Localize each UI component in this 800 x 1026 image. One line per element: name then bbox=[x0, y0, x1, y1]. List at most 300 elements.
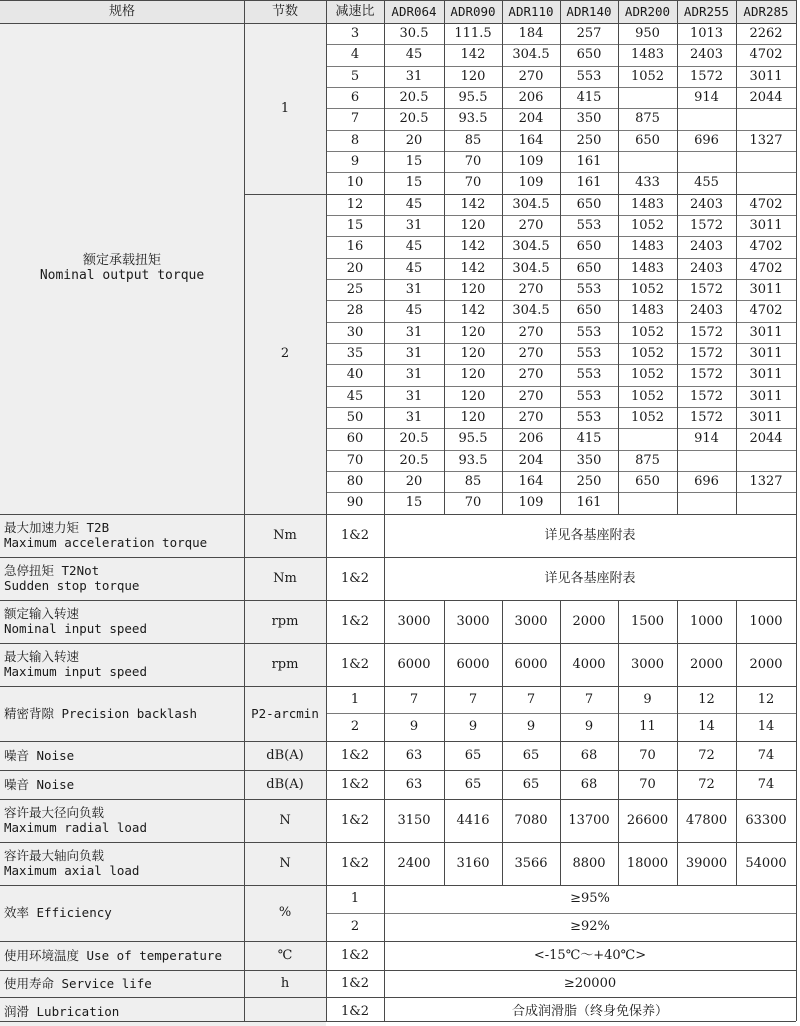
table-cell: 250 bbox=[576, 132, 602, 148]
table-cell: 304.5 bbox=[512, 239, 550, 255]
column-rule bbox=[618, 713, 619, 741]
table-cell: 3011 bbox=[749, 346, 783, 362]
ratio-cell: 90 bbox=[346, 495, 364, 511]
span-cell: 详见各基座附表 bbox=[544, 527, 636, 543]
ratio-cell: 3 bbox=[350, 26, 360, 42]
table-cell bbox=[677, 450, 736, 471]
header-stage: 节数 bbox=[244, 0, 326, 23]
row-rule bbox=[326, 492, 796, 493]
column-rule bbox=[560, 799, 561, 842]
table-cell: 650 bbox=[576, 196, 602, 212]
column-rule bbox=[444, 643, 445, 686]
table-cell: 1572 bbox=[689, 218, 724, 234]
column-rule bbox=[384, 0, 385, 1021]
stage-cell: 1&2 bbox=[340, 613, 370, 629]
table-cell: 45 bbox=[405, 47, 423, 63]
table-cell: 2403 bbox=[689, 196, 724, 212]
table-cell: 65 bbox=[522, 747, 540, 763]
table-cell: 4416 bbox=[456, 812, 490, 828]
table-cell: 4000 bbox=[572, 656, 606, 672]
table-cell: 31 bbox=[405, 346, 423, 362]
spec-label: 噪音 Noise bbox=[0, 770, 244, 799]
spec-label: 使用环境温度 Use of temperature bbox=[0, 941, 244, 970]
row-rule bbox=[0, 941, 796, 942]
table-cell: 1000 bbox=[689, 613, 724, 629]
column-rule bbox=[736, 842, 737, 885]
table-cell: 95.5 bbox=[458, 90, 488, 106]
column-rule bbox=[444, 842, 445, 885]
table-cell: 696 bbox=[694, 474, 719, 490]
table-cell: 1500 bbox=[630, 613, 665, 629]
table-cell: 270 bbox=[518, 218, 544, 234]
row-rule bbox=[326, 87, 796, 88]
unit-cell: rpm bbox=[244, 643, 326, 686]
stage-cell: 2 bbox=[350, 719, 360, 735]
table-cell: 15 bbox=[405, 175, 423, 191]
column-rule bbox=[560, 713, 561, 741]
table-cell: 39000 bbox=[685, 855, 728, 871]
header-model: ADR140 bbox=[560, 0, 618, 23]
row-rule bbox=[326, 713, 796, 714]
unit-cell: N bbox=[244, 799, 326, 842]
column-rule bbox=[444, 770, 445, 799]
header-ratio: 减速比 bbox=[326, 0, 384, 23]
table-cell: 31 bbox=[405, 388, 423, 404]
table-cell: 2403 bbox=[689, 260, 724, 276]
table-cell: 3000 bbox=[456, 613, 490, 629]
table-cell: 3011 bbox=[749, 218, 783, 234]
table-cell: 2044 bbox=[749, 431, 783, 447]
table-cell: 31 bbox=[405, 218, 423, 234]
table-cell: 1483 bbox=[630, 196, 665, 212]
table-cell: 3011 bbox=[749, 68, 783, 84]
stage-2-label: 2 bbox=[244, 194, 326, 514]
table-cell: 3011 bbox=[749, 367, 783, 383]
table-cell: 3011 bbox=[749, 410, 783, 426]
torque-label-line: 额定承载扭矩 bbox=[82, 253, 161, 269]
table-cell: 20.5 bbox=[399, 90, 429, 106]
spec-label bbox=[0, 842, 244, 885]
stage-cell: 1&2 bbox=[340, 776, 370, 792]
row-rule bbox=[326, 300, 796, 301]
table-cell: 68 bbox=[580, 776, 598, 792]
spec-label-line: Maximum axial load bbox=[4, 863, 140, 879]
spec-label-line: 最大加速力矩 T2B bbox=[4, 520, 110, 536]
table-cell bbox=[618, 87, 677, 108]
row-rule bbox=[0, 970, 796, 971]
header-model: ADR090 bbox=[444, 0, 502, 23]
column-rule bbox=[677, 799, 678, 842]
table-cell: 3011 bbox=[749, 324, 783, 340]
column-rule bbox=[560, 770, 561, 799]
unit-cell: P2-arcmin bbox=[244, 686, 326, 741]
table-cell bbox=[736, 172, 796, 193]
table-cell: 142 bbox=[460, 239, 486, 255]
table-cell: 85 bbox=[464, 474, 482, 490]
table-cell: 4702 bbox=[749, 260, 783, 276]
ratio-cell: 12 bbox=[346, 196, 364, 212]
ratio-cell: 80 bbox=[346, 474, 364, 490]
row-rule bbox=[0, 885, 796, 886]
ratio-cell: 45 bbox=[346, 388, 364, 404]
table-cell: 45 bbox=[405, 239, 423, 255]
table-cell bbox=[736, 492, 796, 513]
table-cell: 31 bbox=[405, 410, 423, 426]
table-cell: 1483 bbox=[630, 239, 665, 255]
table-cell: 553 bbox=[576, 410, 602, 426]
table-cell bbox=[618, 492, 677, 513]
row-rule bbox=[326, 407, 796, 408]
spec-label: 润滑 Lubrication bbox=[0, 997, 244, 1026]
table-cell: 650 bbox=[576, 303, 602, 319]
table-cell: 161 bbox=[576, 175, 602, 191]
unit-cell: dB(A) bbox=[244, 770, 326, 799]
table-cell: 1572 bbox=[689, 388, 724, 404]
column-rule bbox=[677, 0, 678, 514]
span-cell: ≥95% bbox=[570, 891, 610, 907]
column-rule bbox=[677, 741, 678, 770]
ratio-cell: 9 bbox=[350, 154, 360, 170]
table-cell: 20.5 bbox=[399, 111, 429, 127]
table-cell: 120 bbox=[460, 282, 486, 298]
table-cell: 1052 bbox=[630, 218, 665, 234]
table-cell: 553 bbox=[576, 324, 602, 340]
table-cell: 696 bbox=[694, 132, 719, 148]
ratio-cell: 6 bbox=[350, 90, 360, 106]
table-cell: 2000 bbox=[572, 613, 606, 629]
spec-label-line: Sudden stop torque bbox=[4, 578, 140, 594]
column-rule bbox=[560, 643, 561, 686]
table-cell: 93.5 bbox=[458, 111, 488, 127]
table-cell bbox=[677, 151, 736, 172]
table-cell: 161 bbox=[576, 154, 602, 170]
table-cell bbox=[736, 450, 796, 471]
table-cell: 4702 bbox=[749, 239, 783, 255]
ratio-cell: 60 bbox=[346, 431, 364, 447]
spec-label bbox=[0, 557, 244, 600]
table-cell: 3000 bbox=[630, 656, 665, 672]
table-cell: 74 bbox=[757, 747, 775, 763]
unit-cell: Nm bbox=[244, 557, 326, 600]
table-cell: 1052 bbox=[630, 410, 665, 426]
table-cell: 3150 bbox=[397, 812, 431, 828]
unit-cell: dB(A) bbox=[244, 741, 326, 770]
table-cell: 270 bbox=[518, 388, 544, 404]
table-cell: 70 bbox=[464, 175, 482, 191]
table-cell: 14 bbox=[698, 719, 715, 735]
table-cell: 12 bbox=[757, 691, 775, 707]
table-cell: 164 bbox=[518, 132, 544, 148]
table-cell: 109 bbox=[518, 495, 544, 511]
column-rule bbox=[502, 643, 503, 686]
column-rule bbox=[736, 643, 737, 686]
spec-label bbox=[0, 799, 244, 842]
table-cell: 950 bbox=[635, 26, 660, 42]
stage-cell: 1 bbox=[350, 891, 360, 907]
header-model: ADR285 bbox=[736, 0, 796, 23]
table-cell: 142 bbox=[460, 47, 486, 63]
table-cell: 304.5 bbox=[512, 196, 550, 212]
row-rule bbox=[326, 364, 796, 365]
table-cell: 270 bbox=[518, 346, 544, 362]
column-rule bbox=[326, 0, 327, 1021]
table-cell: 70 bbox=[639, 776, 656, 792]
torque-label-line: Nominal output torque bbox=[39, 268, 205, 284]
header-model: ADR200 bbox=[618, 0, 677, 23]
table-cell: 47800 bbox=[685, 812, 728, 828]
table-cell bbox=[736, 108, 796, 129]
row-rule bbox=[326, 258, 796, 259]
unit-cell: ℃ bbox=[244, 941, 326, 970]
column-rule bbox=[444, 600, 445, 643]
spec-label-line: 容许最大轴向负载 bbox=[4, 848, 105, 864]
ratio-cell: 40 bbox=[346, 367, 364, 383]
table-cell: 2000 bbox=[689, 656, 724, 672]
row-rule bbox=[326, 172, 796, 173]
table-cell: 14 bbox=[757, 719, 775, 735]
spec-label-line: Maximum radial load bbox=[4, 820, 147, 836]
column-rule bbox=[502, 842, 503, 885]
table-cell: 142 bbox=[460, 303, 486, 319]
table-cell bbox=[618, 428, 677, 449]
table-cell: 650 bbox=[635, 132, 660, 148]
column-rule bbox=[677, 770, 678, 799]
span-cell: 合成润滑脂（终身免保养） bbox=[511, 1003, 668, 1019]
spec-label-line: 额定输入转速 bbox=[4, 606, 80, 622]
stage-cell: 1&2 bbox=[340, 975, 370, 991]
table-cell: 6000 bbox=[397, 656, 431, 672]
column-rule bbox=[502, 0, 503, 514]
table-cell: 184 bbox=[518, 26, 544, 42]
table-cell: 1572 bbox=[689, 346, 724, 362]
stage-cell: 1&2 bbox=[340, 947, 370, 963]
row-rule bbox=[326, 428, 796, 429]
table-cell: 20.5 bbox=[399, 452, 429, 468]
column-rule bbox=[502, 713, 503, 741]
span-cell: <-15℃～+40℃> bbox=[533, 947, 647, 963]
column-rule bbox=[444, 0, 445, 514]
spec-label-line: 最大输入转速 bbox=[4, 649, 80, 665]
table-cell: 7 bbox=[526, 691, 536, 707]
spec-label-line: Maximum input speed bbox=[4, 664, 147, 680]
table-cell: 415 bbox=[576, 431, 602, 447]
table-cell: 1052 bbox=[630, 388, 665, 404]
table-cell: 31 bbox=[405, 68, 423, 84]
spec-label: 精密背隙 Precision backlash bbox=[0, 686, 244, 741]
torque-label bbox=[0, 23, 244, 514]
table-cell: 2403 bbox=[689, 239, 724, 255]
span-cell: ≥20000 bbox=[563, 975, 617, 991]
table-cell: 1572 bbox=[689, 324, 724, 340]
table-cell: 120 bbox=[460, 388, 486, 404]
table-cell: 1052 bbox=[630, 324, 665, 340]
table-cell: 1327 bbox=[749, 474, 783, 490]
table-cell: 45 bbox=[405, 303, 423, 319]
stage-cell: 1&2 bbox=[340, 656, 370, 672]
column-rule bbox=[618, 686, 619, 714]
table-cell: 270 bbox=[518, 68, 544, 84]
header-model: ADR255 bbox=[677, 0, 736, 23]
table-cell: 63 bbox=[405, 747, 423, 763]
column-rule bbox=[736, 770, 737, 799]
table-cell: 2403 bbox=[689, 47, 724, 63]
table-cell: 553 bbox=[576, 367, 602, 383]
table-cell: 2000 bbox=[749, 656, 783, 672]
table-cell: 13700 bbox=[568, 812, 610, 828]
unit-cell: % bbox=[244, 885, 326, 941]
column-rule bbox=[502, 600, 503, 643]
table-cell: 30.5 bbox=[399, 26, 429, 42]
table-cell: 1013 bbox=[689, 26, 724, 42]
table-cell: 2262 bbox=[749, 26, 783, 42]
table-cell: 875 bbox=[635, 452, 660, 468]
table-cell: 6000 bbox=[456, 656, 490, 672]
table-cell: 2403 bbox=[689, 303, 724, 319]
table-cell: 553 bbox=[576, 218, 602, 234]
table-cell: 455 bbox=[694, 175, 719, 191]
table-cell: 161 bbox=[576, 495, 602, 511]
stage-cell: 1&2 bbox=[340, 1003, 370, 1019]
table-cell: 914 bbox=[694, 431, 719, 447]
table-cell: 206 bbox=[518, 431, 544, 447]
table-cell: 553 bbox=[576, 68, 602, 84]
stage-cell: 1&2 bbox=[340, 570, 370, 586]
table-cell: 206 bbox=[518, 90, 544, 106]
table-cell: 3000 bbox=[397, 613, 431, 629]
table-cell: 111.5 bbox=[454, 26, 492, 42]
table-cell: 20.5 bbox=[399, 431, 429, 447]
table-cell: 250 bbox=[576, 474, 602, 490]
spec-label bbox=[0, 600, 244, 643]
stage-cell: 1&2 bbox=[340, 812, 370, 828]
column-rule bbox=[618, 600, 619, 643]
table-cell: 350 bbox=[576, 452, 602, 468]
unit-cell: h bbox=[244, 970, 326, 997]
table-cell: 65 bbox=[464, 747, 482, 763]
column-rule bbox=[736, 600, 737, 643]
table-cell: 65 bbox=[522, 776, 540, 792]
row-rule bbox=[326, 108, 796, 109]
spec-label bbox=[0, 514, 244, 557]
column-rule bbox=[677, 600, 678, 643]
unit-cell: Nm bbox=[244, 514, 326, 557]
table-cell: 9 bbox=[643, 691, 652, 707]
table-cell: 4702 bbox=[749, 196, 783, 212]
table-cell: 1000 bbox=[749, 613, 783, 629]
table-cell: 3011 bbox=[749, 388, 783, 404]
table-cell: 1572 bbox=[689, 367, 724, 383]
table-cell: 257 bbox=[576, 26, 602, 42]
table-cell: 1052 bbox=[630, 346, 665, 362]
ratio-cell: 35 bbox=[346, 346, 364, 362]
column-rule bbox=[244, 0, 245, 1021]
table-cell: 26600 bbox=[626, 812, 669, 828]
table-cell: 1572 bbox=[689, 410, 724, 426]
table-cell: 304.5 bbox=[512, 303, 550, 319]
table-cell: 3000 bbox=[514, 613, 548, 629]
column-rule bbox=[444, 686, 445, 714]
column-rule bbox=[736, 686, 737, 714]
table-cell: 120 bbox=[460, 367, 486, 383]
table-cell: 270 bbox=[518, 410, 544, 426]
span-cell: 详见各基座附表 bbox=[544, 570, 636, 586]
column-rule bbox=[444, 799, 445, 842]
span-cell: ≥92% bbox=[570, 919, 610, 935]
table-cell: 120 bbox=[460, 324, 486, 340]
table-cell: 11 bbox=[639, 719, 656, 735]
spec-label-line: Maximum acceleration torque bbox=[4, 535, 208, 551]
header-spec: 规格 bbox=[0, 0, 244, 23]
stage-cell: 1&2 bbox=[340, 855, 370, 871]
table-cell: 31 bbox=[405, 324, 423, 340]
table-cell: 1572 bbox=[689, 282, 724, 298]
header-model: ADR064 bbox=[384, 0, 444, 23]
table-cell: 350 bbox=[576, 111, 602, 127]
column-rule bbox=[560, 0, 561, 514]
table-cell: 109 bbox=[518, 154, 544, 170]
table-cell: 3011 bbox=[749, 282, 783, 298]
ratio-cell: 4 bbox=[350, 47, 360, 63]
table-cell: 1052 bbox=[630, 282, 665, 298]
table-cell: 45 bbox=[405, 260, 423, 276]
column-rule bbox=[502, 799, 503, 842]
table-cell: 304.5 bbox=[512, 47, 550, 63]
table-cell: 20 bbox=[405, 474, 423, 490]
table-cell: 304.5 bbox=[512, 260, 550, 276]
table-cell bbox=[618, 151, 677, 172]
table-cell: 31 bbox=[405, 282, 423, 298]
stage-cell: 2 bbox=[350, 919, 360, 935]
table-cell: 109 bbox=[518, 175, 544, 191]
table-cell: 3160 bbox=[456, 855, 490, 871]
table-cell: 650 bbox=[576, 239, 602, 255]
column-rule bbox=[736, 741, 737, 770]
stage-cell: 1 bbox=[350, 691, 360, 707]
table-cell: 120 bbox=[460, 68, 486, 84]
table-cell: 74 bbox=[757, 776, 775, 792]
table-cell: 1327 bbox=[749, 132, 783, 148]
row-rule bbox=[326, 151, 796, 152]
row-rule bbox=[0, 997, 796, 998]
table-cell: 72 bbox=[698, 747, 715, 763]
row-rule bbox=[326, 386, 796, 387]
stage-cell: 1&2 bbox=[340, 527, 370, 543]
ratio-cell: 25 bbox=[346, 282, 364, 298]
unit-cell: rpm bbox=[244, 600, 326, 643]
table-cell: 4702 bbox=[749, 47, 783, 63]
table-cell: 72 bbox=[698, 776, 715, 792]
table-cell: 875 bbox=[635, 111, 660, 127]
table-cell: 70 bbox=[639, 747, 656, 763]
table-cell: 650 bbox=[576, 47, 602, 63]
header-model: ADR110 bbox=[502, 0, 560, 23]
table-cell: 3566 bbox=[514, 855, 548, 871]
column-rule bbox=[444, 741, 445, 770]
column-rule bbox=[677, 643, 678, 686]
table-cell: 54000 bbox=[745, 855, 787, 871]
table-cell: 4702 bbox=[749, 303, 783, 319]
spec-label: 噪音 Noise bbox=[0, 741, 244, 770]
table-cell: 95.5 bbox=[458, 431, 488, 447]
table-cell: 553 bbox=[576, 282, 602, 298]
ratio-cell: 20 bbox=[346, 260, 364, 276]
ratio-cell: 7 bbox=[350, 111, 360, 127]
stage-1-label: 1 bbox=[244, 23, 326, 194]
table-cell: 65 bbox=[464, 776, 482, 792]
column-rule bbox=[736, 799, 737, 842]
row-rule bbox=[326, 471, 796, 472]
table-cell: 120 bbox=[460, 218, 486, 234]
